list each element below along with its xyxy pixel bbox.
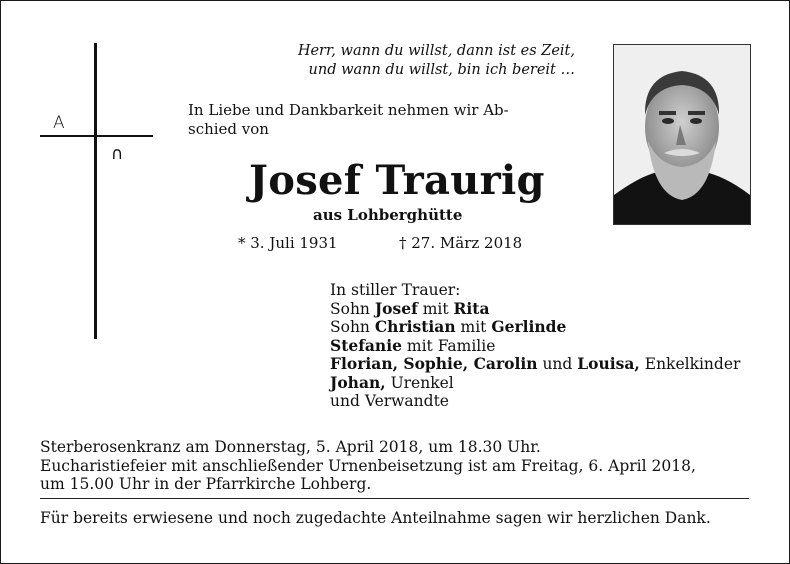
motto — [240, 42, 575, 80]
mourner-name: Josef — [374, 298, 418, 318]
mourners-heading: In stiller Trauer: — [330, 281, 461, 299]
service-details — [40, 438, 696, 494]
service-line-1: Sterberosenkranz am Donnerstag, 5. April 2018, um 18.30 Uhr. — [40, 438, 541, 456]
service-line-3: um 15.00 Uhr in der Pfarrkirche Lohberg. — [40, 475, 372, 493]
service-line-2: Eucharistiefeier mit anschließender Urnenbeisetzung ist am Freitag, 6. April 2018, — [40, 456, 696, 475]
mourner-row — [330, 337, 740, 356]
mourner-name: Rita — [453, 298, 490, 318]
alpha-symbol: A — [53, 113, 65, 133]
omega-symbol: ∩ — [111, 144, 124, 164]
intro-text — [188, 101, 509, 139]
mourner-relation: Sohn — [330, 299, 375, 318]
mourners-list — [330, 281, 740, 411]
mourner-connector: mit — [455, 318, 492, 336]
thanks-text: Für bereits erwiesene und noch zugedachte Anteilnahme sagen wir herzlichen Dank. — [40, 509, 711, 527]
mourner-row: und Verwandte — [330, 392, 449, 410]
mourner-relation: Enkelkinder — [639, 355, 741, 373]
divider — [40, 498, 749, 499]
deceased-origin: aus Lohberghütte — [313, 206, 463, 224]
intro-line-1: In Liebe und Dankbarkeit nehmen wir Ab- — [188, 101, 509, 119]
mourner-name: Florian, Sophie, Carolin — [330, 354, 538, 373]
mourner-relation: Urenkel — [385, 373, 454, 392]
birth-date: * 3. Juli 1931 — [238, 234, 338, 252]
motto-line-1: Herr, wann du willst, dann ist es Zeit, — [297, 43, 575, 59]
mourner-relation: Sohn — [330, 318, 375, 336]
mourner-name: Johan, — [330, 372, 386, 392]
intro-line-2: schied von — [188, 120, 269, 138]
mourner-connector: und — [537, 355, 578, 373]
mourner-row — [330, 355, 740, 374]
mourner-row — [330, 318, 740, 337]
deceased-name: Josef Traurig — [249, 157, 545, 204]
mourner-name: Christian — [374, 317, 456, 336]
mourner-relation: mit Familie — [401, 336, 496, 355]
mourner-connector: mit — [417, 299, 454, 318]
mourner-name: Louisa, — [577, 354, 640, 373]
mourner-name: Gerlinde — [491, 317, 567, 336]
portrait-silhouette-icon — [614, 45, 750, 224]
mourner-row — [330, 374, 740, 393]
mourner-name: Stefanie — [330, 335, 402, 355]
motto-line-2: und wann du willst, bin ich bereit … — [308, 62, 575, 78]
mourner-row — [330, 300, 740, 319]
death-date: † 27. März 2018 — [399, 234, 523, 252]
portrait-photo — [613, 44, 751, 225]
cross-icon — [40, 40, 160, 345]
